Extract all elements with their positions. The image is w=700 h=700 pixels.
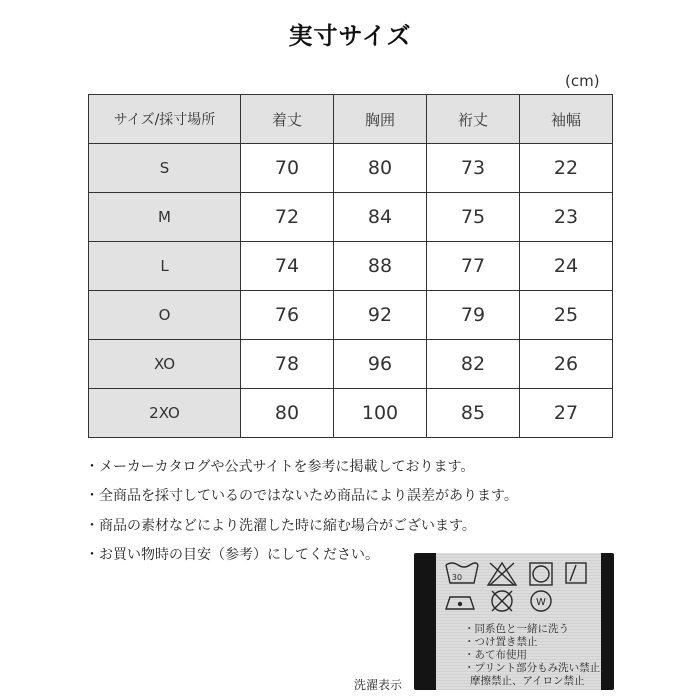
table-cell: 100 (334, 389, 427, 438)
tumble-dry-icon (530, 563, 552, 585)
table-cell: 80 (334, 144, 427, 193)
column-header: 袖幅 (520, 95, 613, 144)
size-label: M (89, 193, 241, 242)
table-cell: 73 (427, 144, 520, 193)
table-cell: 27 (520, 389, 613, 438)
size-label: S (89, 144, 241, 193)
size-label: XO (89, 340, 241, 389)
table-cell: 84 (334, 193, 427, 242)
table-cell: 85 (427, 389, 520, 438)
table-cell: 80 (241, 389, 334, 438)
table-row (89, 144, 613, 193)
size-label: 2XO (89, 389, 241, 438)
size-table (88, 94, 613, 438)
no-dry-clean-icon (492, 591, 512, 611)
no-bleach-icon (488, 563, 516, 585)
page-title: 実寸サイズ (288, 22, 412, 50)
care-line: ・同系色と一緒に洗う (464, 623, 569, 635)
note-item: ・全商品を採寸しているのではないため商品により誤差があります。 (85, 488, 518, 504)
table-cell: 79 (427, 291, 520, 340)
column-header: 裄丈 (427, 95, 520, 144)
table-cell: 24 (520, 242, 613, 291)
table-row (89, 340, 613, 389)
care-line: ・プリント部分もみ洗い禁止、 (464, 662, 611, 674)
iron-icon (446, 597, 474, 609)
wash-temp: 30 (451, 573, 463, 582)
table-cell: 26 (520, 340, 613, 389)
table-cell: 77 (427, 242, 520, 291)
table-cell: 92 (334, 291, 427, 340)
unit-label: (cm) (565, 72, 600, 90)
table-cell: 78 (241, 340, 334, 389)
table-row (89, 242, 613, 291)
size-label: L (89, 242, 241, 291)
size-label: O (89, 291, 241, 340)
care-instructions (464, 623, 611, 688)
care-line: ・あて布使用 (464, 649, 527, 661)
table-cell: 22 (520, 144, 613, 193)
note-item: ・メーカーカタログや公式サイトを参考に掲載しております。 (85, 459, 475, 475)
care-label-photo (414, 553, 614, 690)
table-cell: 82 (427, 340, 520, 389)
corner-header: サイズ/採寸場所 (89, 95, 241, 144)
table-cell: 75 (427, 193, 520, 242)
table-header-row (89, 95, 613, 144)
column-header: 胸囲 (334, 95, 427, 144)
care-line: 摩擦禁止、アイロン禁止 (470, 675, 585, 687)
table-row (89, 389, 613, 438)
line-dry-icon (566, 563, 586, 583)
care-line: ・つけ置き禁止 (464, 636, 538, 648)
svg-text:W: W (536, 597, 546, 608)
table-row (89, 193, 613, 242)
note-item: ・お買い物時の目安（参考）にしてください。 (85, 547, 379, 563)
table-cell: 96 (334, 340, 427, 389)
table-cell: 70 (241, 144, 334, 193)
table-cell: 76 (241, 291, 334, 340)
table-cell: 23 (520, 193, 613, 242)
care-tag (436, 553, 611, 690)
table-row (89, 291, 613, 340)
table-cell: 74 (241, 242, 334, 291)
column-header: 着丈 (241, 95, 334, 144)
table-cell: 72 (241, 193, 334, 242)
care-label-caption: 洗濯表示 (354, 678, 403, 692)
note-item: ・商品の素材などにより洗濯した時に縮む場合がございます。 (85, 518, 476, 534)
table-cell: 88 (334, 242, 427, 291)
table-cell: 25 (520, 291, 613, 340)
